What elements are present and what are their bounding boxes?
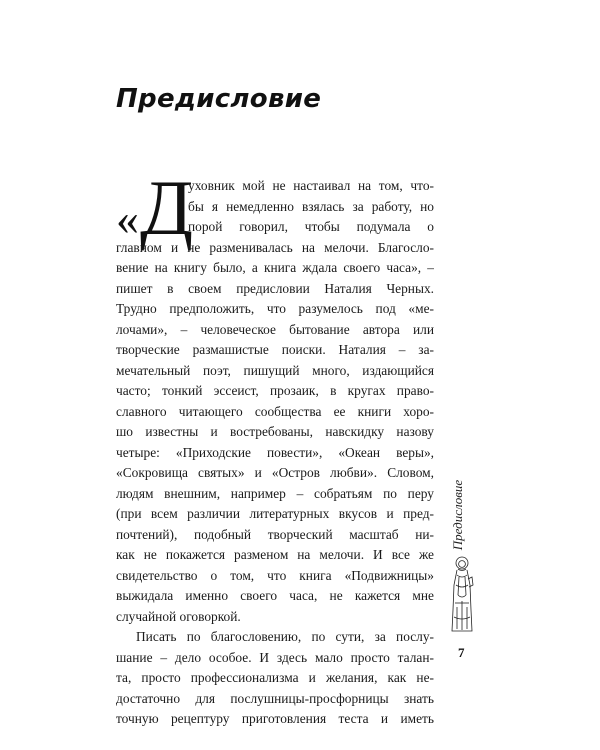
- text-line: славного читающего сообщества ее книги хоро-: [116, 403, 434, 419]
- dropcap-quote-mark: «: [116, 193, 139, 244]
- text-line: четыре: «Приходские повести», «Океан веры»,: [116, 444, 434, 460]
- dropcap-letter: Д: [140, 164, 194, 251]
- text-line: мечательный поэт, пишущий много, издающийся: [116, 362, 434, 378]
- text-line: как не покажется разменом на мелочи. И все же: [116, 547, 434, 562]
- text-line: достаточно для послушницы-просфорницы знать: [116, 690, 434, 706]
- text-line: людям внешним, например – собратьям по перу: [116, 485, 434, 501]
- text-line: вение на книгу было, а книга ждала своего часа», –: [116, 260, 434, 275]
- text-line: уховник мой не настаивал на том, что-: [188, 178, 434, 193]
- text-line: бы я немедленно взялась за работу, но: [188, 198, 434, 214]
- chapter-title: Предисловие: [116, 84, 322, 114]
- running-head-container: [449, 465, 467, 565]
- text-line: Писать по благословению, по сути, за послу-: [136, 629, 434, 644]
- body-text: [116, 176, 434, 730]
- text-line: «Сокровища святых» и «Остров любви». Словом,: [116, 465, 434, 480]
- text-line: порой говорил, чтобы подумала о: [188, 219, 434, 234]
- text-line: случайной оговоркой.: [116, 608, 241, 624]
- text-line: та, просто профессионализма и желания, как не-: [116, 670, 434, 685]
- text-line: шо известны и востребованы, навскидку назову: [116, 424, 434, 439]
- text-line: свидетельство о том, что книга «Подвижницы»: [116, 567, 434, 583]
- page-number: 7: [458, 645, 465, 660]
- text-line: главном и не разменивалась на мелочи. Благосло-: [116, 239, 434, 255]
- running-head: Предисловие: [450, 479, 465, 551]
- text-line: лочами», – человеческое бытование автора или: [116, 321, 434, 337]
- text-line: Трудно предположить, что разумелось под «ме-: [116, 301, 434, 316]
- text-line: творческие размашистые поиски. Наталия – за-: [116, 342, 434, 357]
- text-line: почтений), подобный творческий масштаб ни-: [116, 526, 434, 542]
- saint-figure-icon: [448, 555, 476, 635]
- text-line: выжидала именно своего часа, не кажется мне: [116, 588, 434, 603]
- text-line: точную рецептуру приготовления теста и иметь: [116, 711, 434, 726]
- text-line: (при всем различии литературных вкусов и пред-: [116, 506, 434, 521]
- text-line: шание – дело особое. И здесь мало просто талан-: [116, 649, 434, 665]
- text-line: пишет в своем предисловии Наталия Черных.: [116, 280, 434, 296]
- text-line: часто; тонкий эссеист, прозаик, в кругах право-: [116, 383, 434, 398]
